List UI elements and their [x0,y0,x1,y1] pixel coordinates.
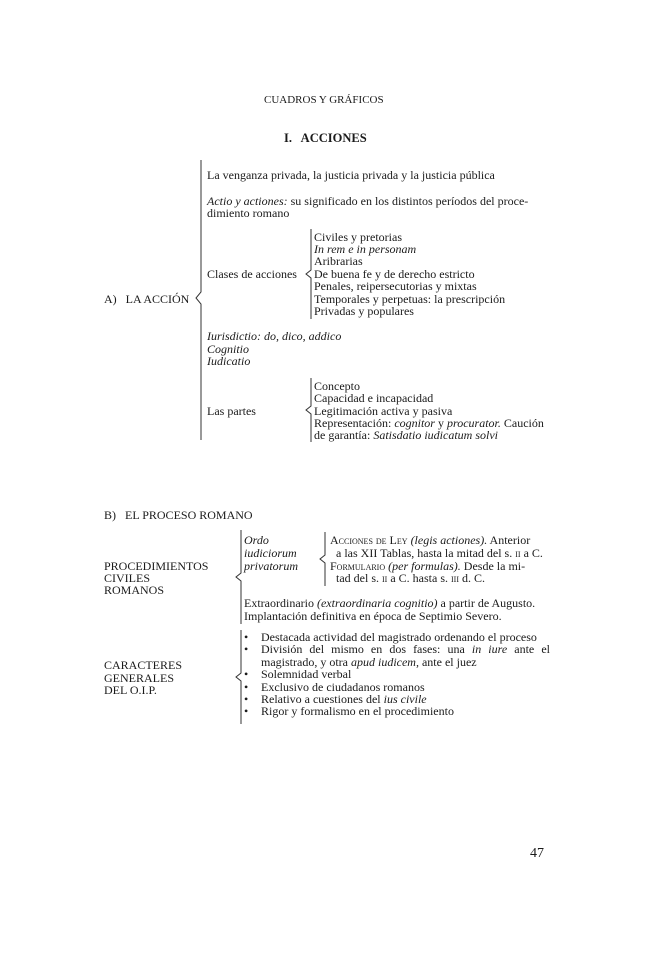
acciones-ley-century: ii [515,546,521,560]
section-a-brace [194,160,206,440]
venganza-line: La venganza privada, la justicia privada y la justicia pública [207,168,495,182]
procedimientos-brace [233,530,243,624]
list-item: • Solemnidad verbal [244,668,550,680]
fases-text-b: ante el magistrado, y otra [261,642,550,669]
section-a-label: A) LA ACCIÓN [104,292,190,306]
clases-item: Civiles y pretorias [314,230,402,244]
extraordinario-latin: (extraordinaria cognitio) [316,596,438,610]
rep-garantia: de garantía: [314,428,374,442]
actio-term: Actio y actiones: [207,194,288,208]
fases-apud-iudicem: apud iudicem, [350,654,419,669]
rep-text: Representación: [314,416,395,430]
clases-item: Temporales y perpetuas: la prescripción [314,292,506,306]
partes-item: Capacidad e incapacidad [314,391,434,405]
clases-item: Privadas y populares [314,304,414,318]
rep-cognitor: cognitor [394,416,435,430]
formulario-text-b: a C. hasta s. [387,571,451,585]
ordo-line: iudiciorum [244,546,297,560]
formulario-text-c: d. C. [458,571,485,585]
procedimientos-line: ROMANOS [104,583,165,597]
extraordinario-term: Extraordinario [244,596,317,610]
ordo-line: privatorum [244,559,298,573]
fases-text-a: División del mismo en dos fases: una [261,642,472,657]
ordo-brace [317,532,327,586]
clases-item: Aribrarias [314,254,363,268]
clases-item: De buena fe y de derecho estricto [314,267,475,281]
formulario-latin: (per formulas). [385,559,461,573]
caracteres-brace [233,630,243,724]
rep-satisdatio: Satisdatio iudicatum solvi [373,428,498,442]
actio-description: su significado en los distintos períodos del proce- [287,194,529,208]
formulario-line-2 [336,572,485,585]
caracteres-list [244,631,550,718]
rep-y: y [434,416,447,430]
list-item [244,643,550,668]
actio-line-2: dimiento romano [207,206,290,220]
list-item: • Destacada actividad del magistrado ordenando el proceso [244,631,550,643]
iudicatio-line: Iudicatio [207,354,251,368]
section-title: I. ACCIONES [284,131,367,145]
caracteres-line: GENERALES [104,671,174,685]
running-title: CUADROS Y GRÁFICOS [264,94,384,106]
page-number: 47 [530,846,544,861]
fases-in-iure: in iure [471,642,508,657]
formulario-century-1: ii [382,571,388,585]
caracteres-line: CARACTERES [104,658,183,672]
formulario-rest: Desde la mi- [460,559,526,573]
formulario-term: Formulario [330,559,386,573]
ius-civile-text: Relativo a cuestiones del [261,692,384,707]
clases-brace [303,229,313,319]
procedimientos-line: CIVILES [104,571,150,585]
representacion-line-2 [314,429,498,442]
partes-item: Legitimación activa y pasiva [314,404,453,418]
acciones-ley-text: a las XII Tablas, hasta la mitad del s. [336,546,516,560]
formulario-text-a: tad del s. [336,571,382,585]
section-b-label: B) EL PROCESO ROMANO [104,508,253,522]
partes-label: Las partes [207,404,256,418]
rep-procurator: procurator. [446,416,501,430]
acciones-ley-end: a C. [520,546,543,560]
clases-item: In rem e in personam [314,242,417,256]
cognitio-line: Cognitio [207,342,250,356]
caracteres-line: DEL O.I.P. [104,683,157,697]
clases-label: Clases de acciones [207,267,297,281]
clases-item: Penales, reipersecutorias y mixtas [314,279,477,293]
ordo-line: Ordo [244,533,269,547]
partes-brace [303,378,313,442]
acciones-ley-rest: Anterior [487,533,531,547]
rep-caucion: Caución [500,416,544,430]
ius-civile-term: ius civile [383,692,427,707]
acciones-ley-term: Acciones de Ley [330,533,408,547]
iurisdictio-line: Iurisdictio: do, dico, addico [207,329,342,343]
partes-item: Concepto [314,379,360,393]
fases-text-c: ante el juez [418,654,477,669]
list-item: • Rigor y formalismo en el procedimiento [244,705,550,717]
extraordinario-line-2: Implantación definitiva en época de Septimio Severo. [244,609,502,623]
list-item: • Exclusivo de ciudadanos romanos [244,681,550,693]
procedimientos-line: PROCEDIMIENTOS [104,559,209,573]
acciones-ley-latin: (legis actiones). [407,533,488,547]
extraordinario-rest: a partir de Augusto. [437,596,536,610]
formulario-century-2: iii [450,571,459,585]
